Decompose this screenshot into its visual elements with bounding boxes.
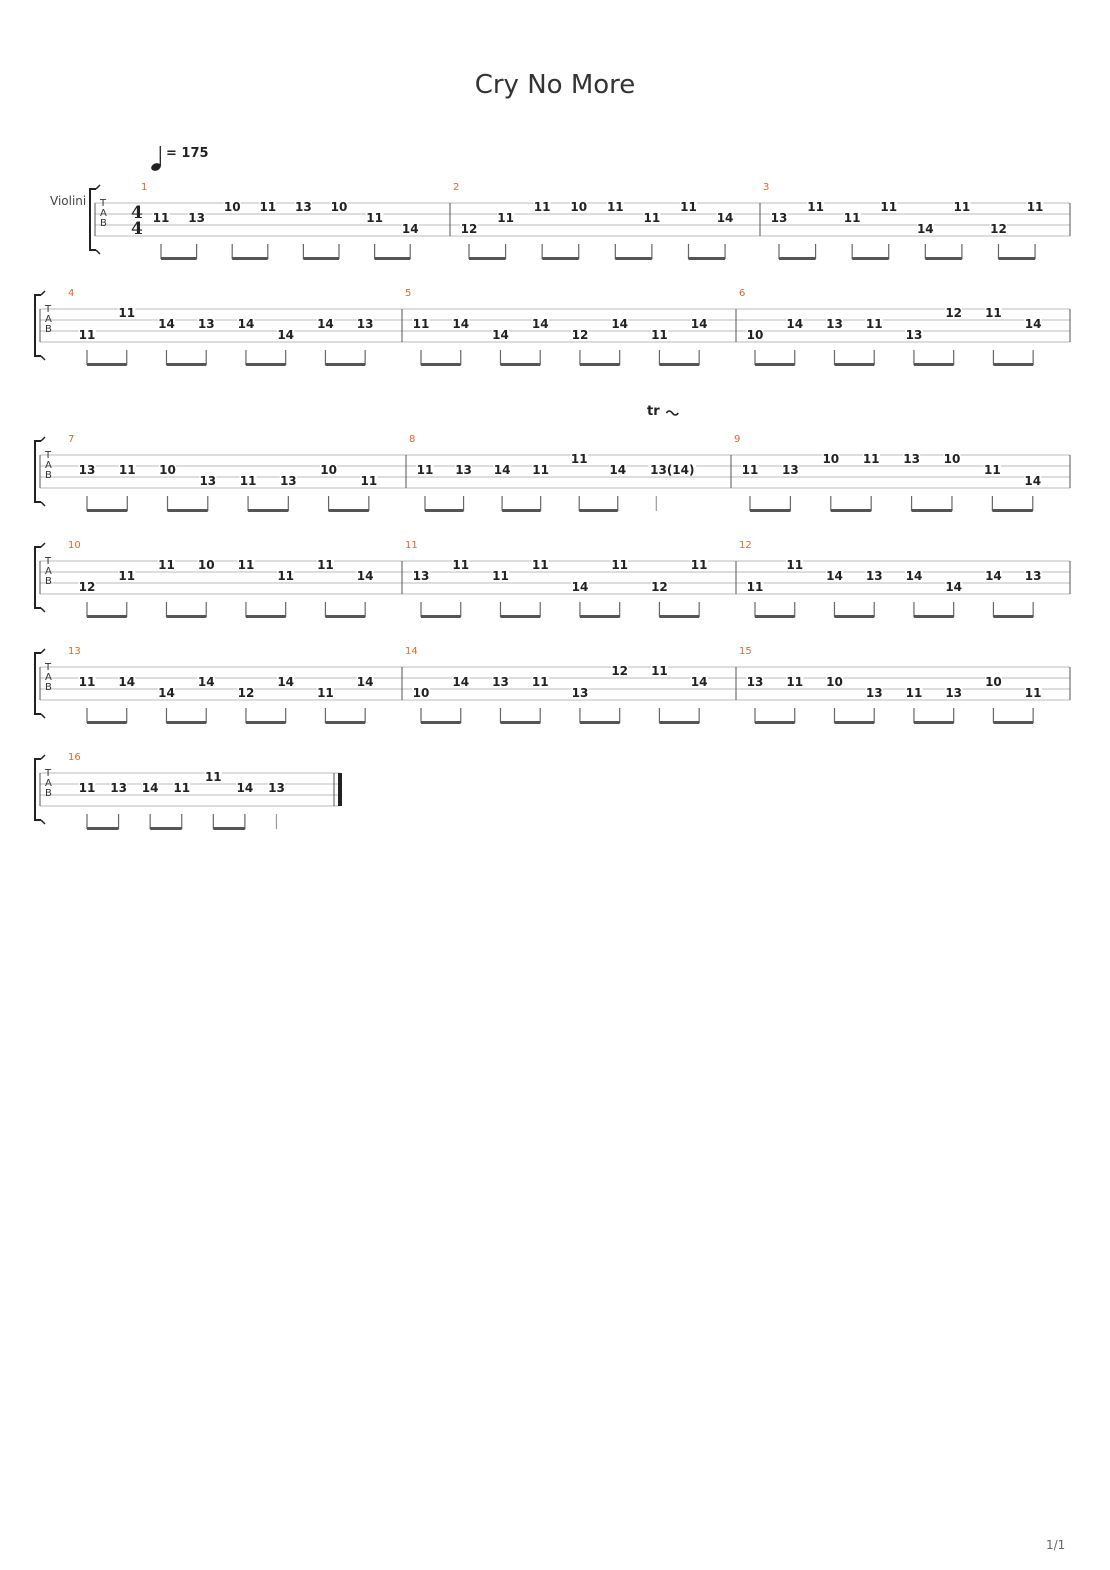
beam	[831, 509, 871, 512]
measure-number: 11	[405, 540, 418, 551]
fret-number: 11	[532, 463, 550, 477]
fret-number: 14	[1024, 474, 1042, 488]
fret-number: 13	[279, 474, 297, 488]
beam	[329, 509, 369, 512]
beam	[150, 827, 182, 830]
trill-wavy-line	[666, 411, 678, 415]
fret-number: 10	[570, 200, 588, 214]
fret-number: 12	[651, 580, 668, 594]
fret-number: 11	[953, 200, 971, 214]
beam	[421, 615, 461, 618]
measure-number: 8	[409, 434, 416, 445]
tab-clef-letter: T	[45, 662, 52, 673]
beam	[325, 363, 365, 366]
beam	[500, 363, 540, 366]
measure-number: 16	[68, 752, 81, 763]
fret-number: 12	[945, 306, 963, 320]
beam	[425, 509, 464, 512]
fret-number: 14	[356, 675, 374, 689]
tab-clef-letter: B	[45, 470, 52, 481]
fret-number: 11	[680, 200, 697, 214]
fret-number: 13	[78, 463, 96, 477]
fret-number: 11	[985, 306, 1002, 320]
fret-number: 12	[571, 328, 589, 342]
beam	[615, 257, 652, 260]
score-title: Cry No More	[474, 70, 636, 100]
tab-clef-letter: T	[45, 768, 52, 779]
fret-number: 11	[531, 558, 549, 572]
tab-clef-letter: A	[45, 672, 52, 683]
fret-number: 11	[173, 781, 191, 795]
fret-number: 10	[943, 452, 961, 466]
beam	[375, 257, 411, 260]
fret-number: 11	[984, 463, 1001, 477]
beam	[246, 721, 286, 724]
measure-number: 13	[68, 646, 81, 657]
fret-number: 14	[237, 317, 255, 331]
fret-number: 14	[611, 317, 629, 331]
fret-number: 10	[412, 686, 430, 700]
fret-number: 11	[570, 452, 588, 466]
fret-number: 14	[401, 222, 419, 236]
bracket-hook	[41, 649, 45, 653]
fret-number: 11	[239, 474, 257, 488]
beam	[925, 257, 962, 260]
fret-number: 13	[571, 686, 589, 700]
fret-number: 13	[1024, 569, 1042, 583]
fret-number: 14	[356, 569, 374, 583]
fret-number: 11	[643, 211, 661, 225]
beam	[852, 257, 889, 260]
fret-number: 11	[259, 200, 277, 214]
bracket-hook	[96, 250, 100, 254]
fret-number: 11	[533, 200, 551, 214]
page-number: 1/1	[1046, 1538, 1066, 1552]
beam	[161, 257, 197, 260]
fret-number: 11	[118, 463, 136, 477]
fret-number: 11	[905, 686, 923, 700]
beam	[659, 363, 699, 366]
fret-number: 14	[452, 675, 470, 689]
fret-number: 12	[78, 580, 96, 594]
beam	[993, 615, 1033, 618]
fret-number: 14	[118, 675, 136, 689]
fret-number: 11	[78, 781, 96, 795]
time-signature-bottom: 4	[131, 219, 143, 239]
fret-number: 11	[880, 200, 898, 214]
beam	[469, 257, 506, 260]
fret-number: 13	[865, 686, 883, 700]
fret-number: 14	[905, 569, 923, 583]
bracket-hook	[41, 437, 45, 441]
fret-number: 13(14)	[650, 463, 695, 477]
fret-number: 13	[770, 211, 788, 225]
fret-number: 13	[197, 317, 215, 331]
beam	[232, 257, 268, 260]
beam	[87, 509, 127, 512]
beam	[998, 257, 1035, 260]
fret-number: 11	[78, 675, 96, 689]
fret-number: 10	[746, 328, 764, 342]
measure-number: 7	[68, 434, 75, 445]
fret-number: 11	[651, 328, 668, 342]
fret-number: 13	[782, 463, 799, 477]
fret-number: 13	[110, 781, 127, 795]
fret-number: 13	[268, 781, 285, 795]
bracket-hook	[41, 356, 45, 360]
fret-number: 14	[916, 222, 934, 236]
beam	[166, 363, 206, 366]
measure-number: 1	[141, 182, 148, 193]
tab-clef-letter: B	[100, 218, 107, 229]
fret-number: 11	[277, 569, 295, 583]
fret-number: 11	[746, 580, 764, 594]
instrument-name: Violini	[50, 194, 87, 208]
fret-number: 11	[152, 211, 170, 225]
bracket-hook	[96, 185, 100, 189]
beam	[542, 257, 579, 260]
measure-number: 5	[405, 288, 412, 299]
beam	[502, 509, 541, 512]
beam	[580, 363, 620, 366]
measure-number: 9	[734, 434, 741, 445]
beam	[248, 509, 288, 512]
fret-number: 11	[204, 770, 222, 784]
beam	[834, 363, 874, 366]
fret-number: 13	[865, 569, 883, 583]
fret-number: 14	[492, 328, 509, 342]
bracket-hook	[41, 820, 45, 824]
fret-number: 11	[651, 664, 668, 678]
fret-number: 14	[493, 463, 511, 477]
fret-number: 14	[690, 317, 708, 331]
fret-number: 13	[746, 675, 764, 689]
fret-number: 10	[330, 200, 348, 214]
measure-number: 10	[68, 540, 81, 551]
fret-number: 14	[716, 211, 734, 225]
beam	[213, 827, 245, 830]
fret-number: 13	[903, 452, 920, 466]
fret-number: 11	[786, 558, 804, 572]
fret-number: 11	[865, 317, 883, 331]
bracket-hook	[41, 502, 45, 506]
beam	[755, 363, 795, 366]
fret-number: 11	[360, 474, 378, 488]
beam	[914, 615, 954, 618]
measure-number: 4	[68, 288, 75, 299]
beam	[580, 615, 620, 618]
beam	[755, 615, 795, 618]
tempo-value: = 175	[166, 146, 209, 161]
fret-number: 14	[277, 675, 295, 689]
fret-number: 13	[492, 675, 509, 689]
fret-number: 14	[826, 569, 843, 583]
tab-clef-letter: B	[45, 324, 52, 335]
beam	[166, 615, 206, 618]
fret-number: 11	[1026, 200, 1044, 214]
fret-number: 13	[455, 463, 472, 477]
beam	[166, 721, 206, 724]
fret-number: 14	[452, 317, 470, 331]
fret-number: 12	[611, 664, 629, 678]
fret-number: 14	[277, 328, 295, 342]
beam	[659, 721, 699, 724]
measure-number: 15	[739, 646, 752, 657]
fret-number: 14	[531, 317, 549, 331]
fret-number: 14	[690, 675, 708, 689]
beam	[500, 615, 540, 618]
fret-number: 14	[236, 781, 254, 795]
tab-clef-letter: T	[45, 304, 52, 315]
fret-number: 11	[807, 200, 824, 214]
beam	[834, 721, 874, 724]
fret-number: 14	[197, 675, 215, 689]
fret-number: 11	[611, 558, 629, 572]
beam	[912, 509, 952, 512]
beam	[755, 721, 795, 724]
tab-clef-letter: T	[100, 198, 107, 209]
measure-number: 12	[739, 540, 752, 551]
fret-number: 12	[990, 222, 1007, 236]
beam	[914, 721, 954, 724]
fret-number: 14	[1024, 317, 1042, 331]
fret-number: 11	[492, 569, 509, 583]
fret-number: 13	[945, 686, 963, 700]
bracket-hook	[41, 543, 45, 547]
beam	[659, 615, 699, 618]
fret-number: 10	[826, 675, 843, 689]
fret-number: 10	[985, 675, 1002, 689]
beam	[579, 509, 618, 512]
fret-number: 11	[606, 200, 624, 214]
beam	[87, 615, 127, 618]
fret-number: 11	[416, 463, 434, 477]
beam	[303, 257, 339, 260]
fret-number: 11	[690, 558, 708, 572]
beam	[87, 363, 127, 366]
fret-number: 11	[1024, 686, 1042, 700]
tab-clef-letter: A	[45, 778, 52, 789]
fret-number: 14	[786, 317, 804, 331]
fret-number: 10	[223, 200, 241, 214]
measure-number: 2	[453, 182, 460, 193]
fret-number: 10	[320, 463, 337, 477]
tab-clef-letter: A	[45, 314, 52, 325]
fret-number: 13	[199, 474, 217, 488]
fret-number: 14	[609, 463, 627, 477]
fret-number: 11	[78, 328, 96, 342]
fret-number: 14	[317, 317, 334, 331]
fret-number: 10	[159, 463, 176, 477]
fret-number: 11	[118, 569, 136, 583]
fret-number: 13	[826, 317, 843, 331]
measure-number: 14	[405, 646, 418, 657]
tab-clef-letter: B	[45, 576, 52, 587]
beam	[246, 615, 286, 618]
beam	[325, 615, 365, 618]
beam	[993, 363, 1033, 366]
tab-clef-letter: B	[45, 682, 52, 693]
fret-number: 14	[945, 580, 963, 594]
beam	[779, 257, 816, 260]
fret-number: 11	[452, 558, 470, 572]
tab-clef-letter: A	[100, 208, 107, 219]
fret-number: 13	[295, 200, 312, 214]
fret-number: 11	[843, 211, 861, 225]
beam	[834, 615, 874, 618]
fret-number: 12	[460, 222, 478, 236]
beam	[750, 509, 790, 512]
beam	[421, 721, 461, 724]
bracket-hook	[41, 608, 45, 612]
beam	[992, 509, 1032, 512]
measure-number: 3	[763, 182, 770, 193]
fret-number: 11	[497, 211, 514, 225]
tab-clef-letter: T	[45, 450, 52, 461]
fret-number: 11	[741, 463, 759, 477]
beam	[688, 257, 725, 260]
beam	[87, 827, 119, 830]
fret-number: 13	[905, 328, 923, 342]
fret-number: 11	[366, 211, 383, 225]
time-signature-top: 4	[131, 203, 143, 223]
fret-number: 11	[786, 675, 804, 689]
fret-number: 11	[118, 306, 136, 320]
tab-clef-letter: B	[45, 788, 52, 799]
beam	[500, 721, 540, 724]
fret-number: 11	[412, 317, 430, 331]
fret-number: 14	[158, 686, 175, 700]
beam	[325, 721, 365, 724]
fret-number: 14	[985, 569, 1002, 583]
trill-mark: tr	[646, 404, 660, 419]
beam	[246, 363, 286, 366]
fret-number: 13	[188, 211, 205, 225]
fret-number: 13	[356, 317, 374, 331]
fret-number: 14	[158, 317, 175, 331]
tab-clef-letter: T	[45, 556, 52, 567]
measure-number: 6	[739, 288, 746, 299]
fret-number: 11	[317, 558, 334, 572]
fret-number: 12	[237, 686, 255, 700]
fret-number: 10	[197, 558, 215, 572]
beam	[914, 363, 954, 366]
fret-number: 11	[237, 558, 255, 572]
bracket-hook	[41, 714, 45, 718]
fret-number: 10	[822, 452, 840, 466]
fret-number: 11	[158, 558, 175, 572]
fret-number: 11	[317, 686, 334, 700]
fret-number: 14	[571, 580, 589, 594]
beam	[87, 721, 127, 724]
tab-clef-letter: A	[45, 460, 52, 471]
fret-number: 11	[862, 452, 880, 466]
beam	[993, 721, 1033, 724]
fret-number: 13	[412, 569, 430, 583]
fret-number: 14	[141, 781, 159, 795]
bracket-hook	[41, 755, 45, 759]
bracket-hook	[41, 291, 45, 295]
beam	[421, 363, 461, 366]
tab-clef-letter: A	[45, 566, 52, 577]
fret-number: 11	[531, 675, 549, 689]
beam	[168, 509, 208, 512]
beam	[580, 721, 620, 724]
